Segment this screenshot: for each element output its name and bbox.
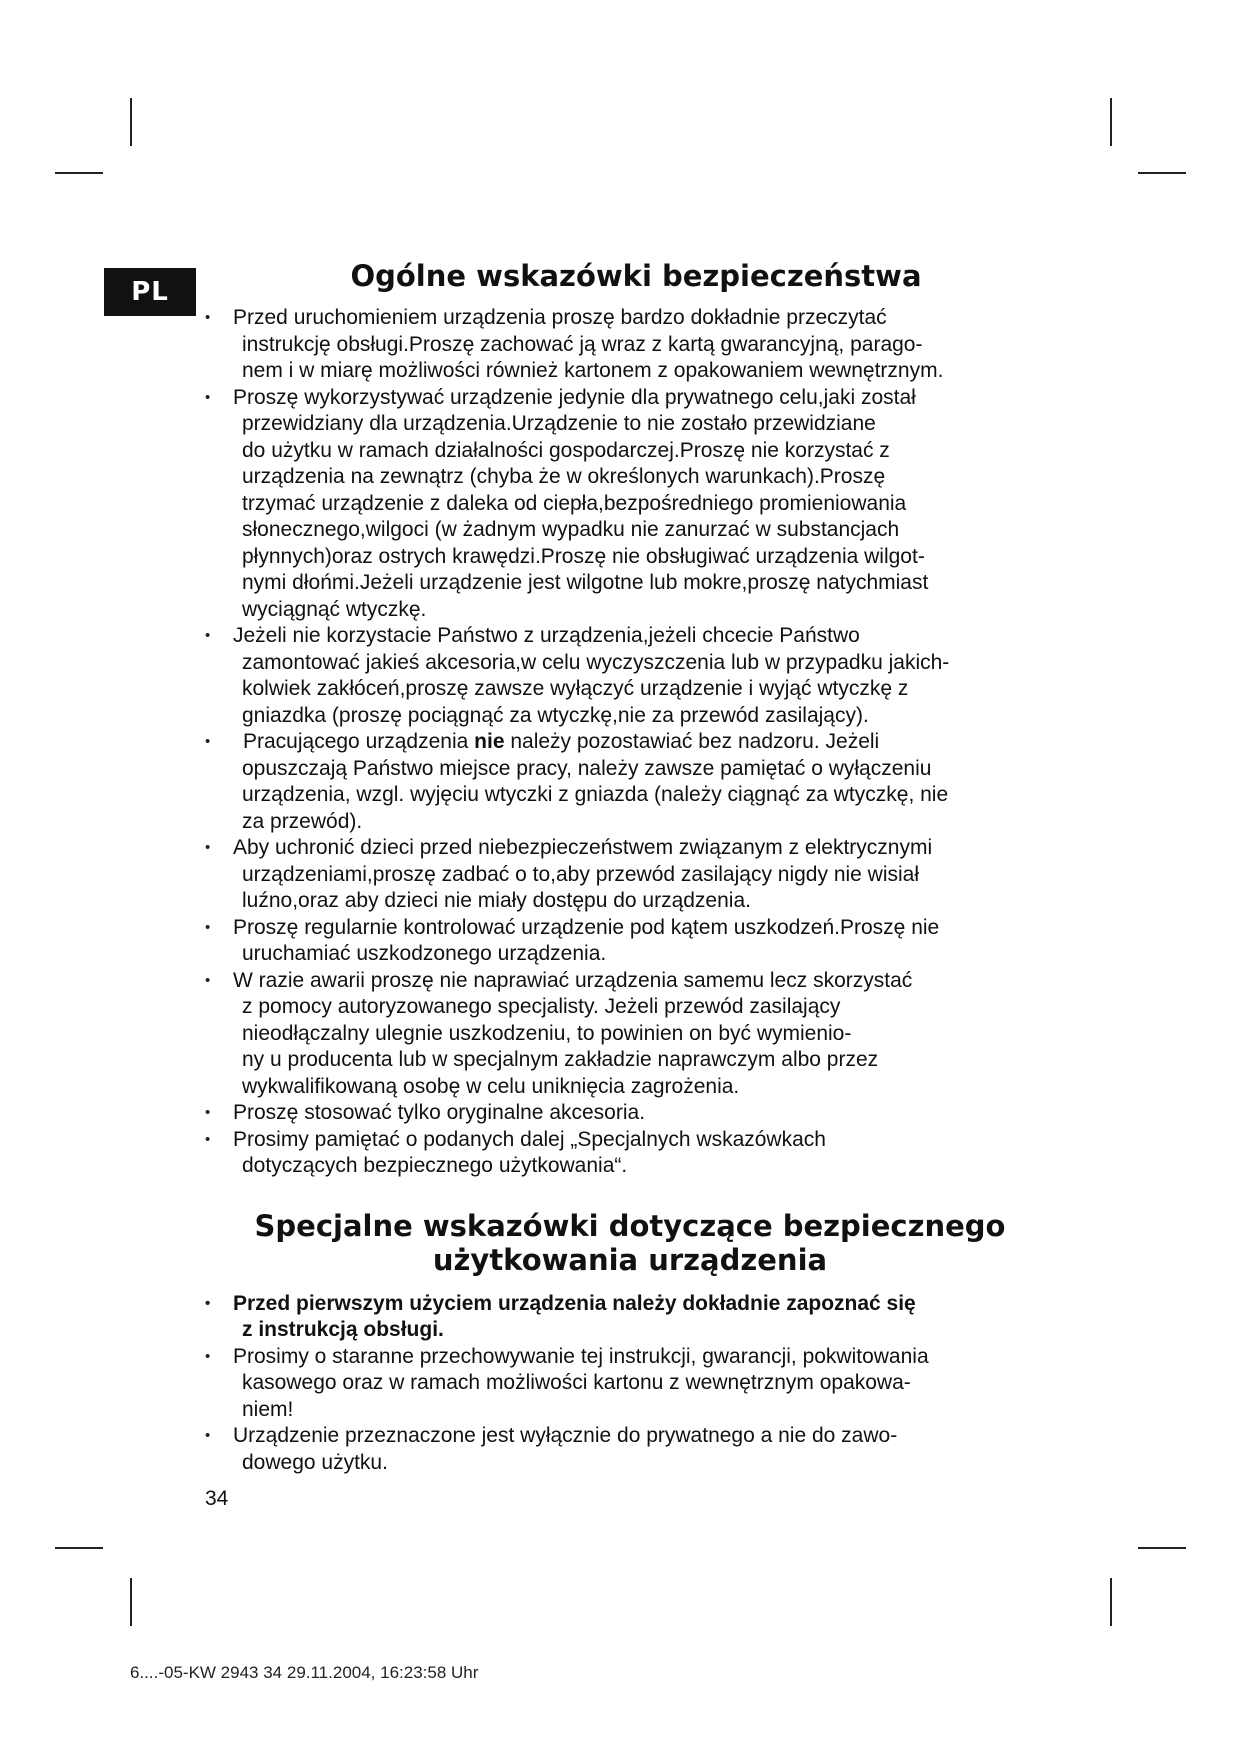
list-item: • Prosimy pamiętać o podanych dalej „Specjalnych wskazówkach dotyczących bezpiecznego użytkowania“. bbox=[205, 1127, 1073, 1180]
list-item: • W razie awarii proszę nie naprawiać urządzenia samemu lecz skorzystać z pomocy autoryzowanego specjalisty. Jeżeli przewód zasilający nieodłączalny ulegnie uszkodzeniu, to powinien on być wymienio- ny u producenta lub w specjalnym zakładzie naprawczym albo przez wykwalifikowaną osobę w celu uniknięcia zagrożenia. bbox=[205, 968, 1073, 1101]
crop-mark-bottom-right-horizontal bbox=[1138, 1547, 1186, 1549]
print-footer: 6....-05-KW 2943 34 29.11.2004, 16:23:58 Uhr bbox=[130, 1663, 479, 1682]
list-item: • Pracującego urządzenia nie należy pozostawiać bez nadzoru. Jeżeli opuszczają Państwo miejsce pracy, należy zawsze pamiętać o wyłączeniu urządzenia, wzgl. wyjęciu wtyczki z gniazda (należy ciągnąć za wtyczkę, nie za przewód). bbox=[205, 729, 1073, 835]
special-safety-list bbox=[205, 1291, 1055, 1477]
list-item: • Proszę wykorzystywać urządzenie jedynie dla prywatnego celu,jaki został przewidziany dla urządzenia.Urządzenie to nie zostało przewidziane do użytku w ramach działalności gospodarczej.Proszę nie korzystać z urządzenia na zewnątrz (chyba że w określonych warunkach).Proszę trzymać urządzenie z daleka od ciepła,bezpośredniego promieniowania słonecznego,wilgoci (w żadnym wypadku nie zanurzać w substancjach płynnych)oraz ostrych krawędzi.Proszę nie obsługiwać urządzenia wilgot- nymi dłońmi.Jeżeli urządzenie jest wilgotne lub mokre,proszę natychmiast wyciągnąć wtyczkę. bbox=[205, 385, 1073, 624]
list-item: • Proszę regularnie kontrolować urządzenie pod kątem uszkodzeń.Proszę nie uruchamiać uszkodzonego urządzenia. bbox=[205, 915, 1073, 968]
crop-mark-bottom-left-vertical bbox=[130, 1578, 132, 1626]
page-number: 34 bbox=[205, 1487, 229, 1510]
section-title-general-safety: Ogólne wskazówki bezpieczeństwa bbox=[350, 259, 922, 293]
crop-mark-top-right-vertical bbox=[1110, 98, 1112, 146]
list-item: • Urządzenie przeznaczone jest wyłącznie do prywatnego a nie do zawo- dowego użytku. bbox=[205, 1423, 1073, 1476]
general-safety-list bbox=[205, 305, 1055, 1180]
document-body bbox=[205, 258, 1055, 1476]
crop-mark-top-left-horizontal bbox=[55, 172, 103, 174]
list-item: • Prosimy o staranne przechowywanie tej instrukcji, gwarancji, pokwitowania kasowego oraz w ramach możliwości kartonu z wewnętrznym opakowa- niem! bbox=[205, 1344, 1073, 1424]
list-item: • Proszę stosować tylko oryginalne akcesoria. bbox=[205, 1100, 1073, 1127]
section-title-special-safety: Specjalne wskazówki dotyczące bezpiecznego użytkowania urządzenia bbox=[254, 1208, 1006, 1277]
emphasis-nie: nie bbox=[474, 730, 505, 753]
list-item: • Aby uchronić dzieci przed niebezpieczeństwem związanym z elektrycznymi urządzeniami,proszę zadbać o to,aby przewód zasilający nigdy nie wisiał luźno,oraz aby dzieci nie miały dostępu do urządzenia. bbox=[205, 835, 1073, 915]
crop-mark-top-right-horizontal bbox=[1138, 172, 1186, 174]
list-item: • Jeżeli nie korzystacie Państwo z urządzenia,jeżeli chcecie Państwo zamontować jakieś akcesoria,w celu wyczyszczenia lub w przypadku jakich- kolwiek zakłóceń,proszę zawsze wyłączyć urządzenie i wyjąć wtyczkę z gniazdka (proszę pociągnąć za wtyczkę,nie za przewód zasilający). bbox=[205, 623, 1073, 729]
crop-mark-top-left-vertical bbox=[130, 98, 132, 146]
crop-mark-bottom-left-horizontal bbox=[55, 1547, 103, 1549]
language-tab: PL bbox=[104, 268, 196, 316]
crop-mark-bottom-right-vertical bbox=[1110, 1578, 1112, 1626]
list-item: • Przed pierwszym użyciem urządzenia należy dokładnie zapoznać się z instrukcją obsługi. bbox=[205, 1291, 1073, 1344]
list-item: • Przed uruchomieniem urządzenia proszę bardzo dokładnie przeczytać instrukcję obsługi.Proszę zachować ją wraz z kartą gwarancyjną, parago- nem i w miarę możliwości również kartonem z opakowaniem wewnętrznym. bbox=[205, 305, 1073, 385]
